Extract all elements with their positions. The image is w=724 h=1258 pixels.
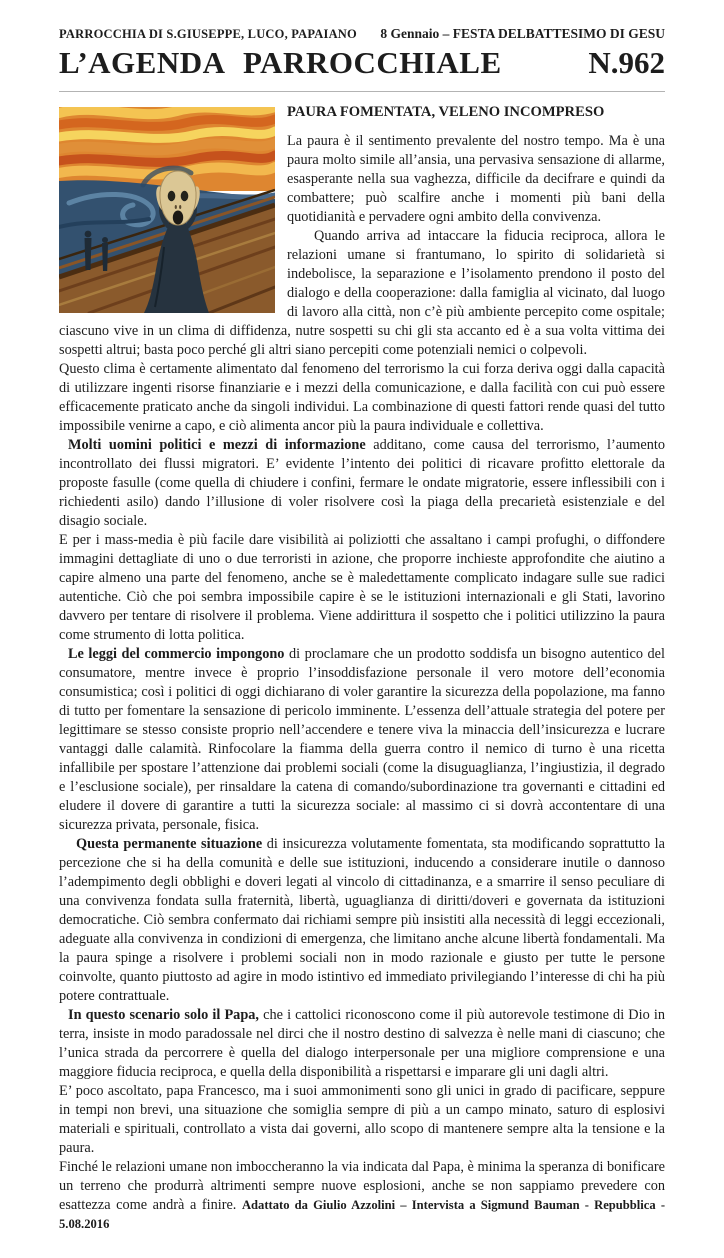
paragraph (59, 645, 665, 835)
paragraph-lead: In questo scenario solo il Papa, (68, 1007, 259, 1023)
paragraph-text: di proclamare che un prodotto soddisfa un bisogno autentico del consumatore, mentre invece è proprio l’insoddisfazione personale il vero motore dell’economia consumistica; così i politici di oggi dichiarano di voler garantire la sicurezza della popolazione, ma fanno di tutto per fomentare la sensazione di pericolo imminente. L’essenza dell’attuale strategia del potere per legittimare se stesso consiste proprio nell’accendere e tenere viva la minaccia dell’insicurezza e lucrare vantaggi dalle calamità. Rinfocolare la fiamma della guerra contro il nemico di turno è una ricetta infallibile per spostare l’attenzione dai problemi sociali (come la disuguaglianza, l’ingiustizia, il degrado e l’esclusione sociale), per rinsaldare la catena di comando/subordinazione tra governanti e cittadini ed eludere il dovere di garantire a tutti la sicurezza sociale: al massimo ci si dovrà accontentare di una sicurezza privata, personale, fisica. (59, 646, 665, 833)
scream-painting-image (59, 107, 275, 313)
attribution: Adattato da Giulio Azzolini – Intervista a Sigmund Bauman - Repubblica - 5.08.2016 (59, 1198, 666, 1231)
issue-number: N.962 (588, 45, 665, 80)
masthead (59, 26, 665, 42)
paragraph-text: E’ poco ascoltato, papa Francesco, ma i suoi ammonimenti sono gli unici in grado di pacificare, seppure in tempi non brevi, una situazione che somiglia sempre di più a un campo minato, saturo di esplosivi materiali e spirituali, controllato a vista dai governi, allo scopo di mantenere sempre alta la tensione e la paura. (59, 1083, 665, 1156)
paragraph-text: di insicurezza volutamente fomentata, sta modificando soprattutto la percezione che si ha della comunità e delle sue istituzioni, inducendo a considerare inutile o dannoso l’adempimento degli obblighi e doveri legati al vincolo di cittadinanza, e a smarrire il senso peculiare di una convivenza fondata sulla fraternità, libertà, uguaglianza di diritti/doveri e governata da istituzioni democratiche. Ciò sembra confermato dai richiami sempre più insistiti alla necessità di leggi eccezionali, adeguate alla convivenza in condizioni di emergenza, che limitano anche alcune libertà fondamentali. Ma la paura spinge a risolvere i problemi sociali non in modo razionale e giusto per tutte le persone coinvolte, quanto piuttosto ad agire in modo istintivo ed immediato privilegiando l’interesse di chi ha più potere contrattuale. (59, 836, 665, 1004)
divider (59, 91, 665, 92)
paragraph-text: additano, come causa del terrorismo, l’aumento incontrollato dei flussi migratori. E’ evidente l’intento dei politici di ricavare profitto elettorale da proposte fasulle (come quella di chiudere i confini, fermare le ondate migratorie, essere inflessibili con i richiedenti asilo) dando l’illusione di voler risolvere così la piaga della precarietà esistenziale e del disagio sociale. (59, 437, 665, 529)
paragraph-text: Finché le relazioni umane non imboccheranno la via indicata dal Papa, è minima la speranza di bonificare un terreno che produrrà altrimenti sempre nuove esplosioni, anche se non sappiamo prevedere con esattezza come andrà a finire. (59, 1159, 665, 1213)
paragraph (59, 1158, 665, 1234)
paragraph-lead: Molti uomini politici e mezzi di informazione (68, 437, 366, 453)
paragraph (59, 436, 665, 531)
page-title: L’AGENDA PARROCCHIALE (59, 45, 502, 80)
paragraph (59, 1006, 665, 1082)
paragraph-text: E per i mass-media è più facile dare visibilità ai poliziotti che assaltano i campi profughi, o diffondere immagini dettagliate di uno o due terroristi in azione, che proporre inchieste approfondite che aiutino a capire almeno una parte del fenomeno, anche se è maledettamente complicato indagare sulle sue radici autentiche. Ciò che poi sembra impossibile capire è se le istituzioni internazionali e gli Stati, lavorino davvero per tentare di risolvere il problema. Viene addirittura il sospetto che i politici utilizzino la paura come strumento di lotta politica. (59, 532, 665, 643)
paragraph-text: Quando arriva ad intaccare la fiducia reciproca, allora le relazioni umane si frantumano, lo spirito di solidarietà si indebolisce, la separazione e l’isolamento prendono il posto del dialogo e della cooperazione: dalla famiglia al vicinato, dal luogo di lavoro alla città, non c’è più ambiente percepito come ospitale; ciascuno vive in un clima di diffidenza, nutre sospetti su chi gli sta accanto ed è a sua volta vittima dei sospetti altrui; basta poco perché gli altri siano percepiti come potenziali nemici o colpevoli. (59, 228, 665, 358)
masthead-main (59, 45, 665, 81)
paragraph (59, 360, 665, 436)
paragraph (59, 1082, 665, 1158)
article-headline: PAURA FOMENTATA, VELENO INCOMPRESO (287, 104, 605, 120)
paragraph-lead: Questa permanente situazione (76, 836, 263, 852)
paragraph (59, 835, 665, 1006)
paragraph-lead: Le leggi del commercio impongono (68, 646, 285, 662)
parish-name: PARROCCHIA DI S.GIUSEPPE, LUCO, PAPAIANO (59, 27, 357, 41)
article-body (59, 104, 665, 1234)
paragraph-text: Questo clima è certamente alimentato dal fenomeno del terrorismo la cui forza deriva oggi dalla capacità di utilizzare ingenti risorse finanziarie e i mezzi della comunicazione, e dalla facilità con cui può essere efficacemente praticato anche da singoli individui. La combinazione di questi fattori rende quasi del tutto impossibile venirne a capo, e ciò alimenta ancor più la paura individuale e collettiva. (59, 361, 665, 434)
date-feast: 8 Gennaio – FESTA DELBATTESIMO DI GESU (380, 26, 665, 41)
paragraph-text: La paura è il sentimento prevalente del nostro tempo. Ma è una paura molto simile all’ansia, una pervasiva sensazione di allarme, esasperante nella sua vaghezza, difficile da decifrare e quindi da combattere; può scalfire anche i momenti più bani della quotidianità e pervadere ogni ambito della convivenza. (287, 133, 665, 225)
paragraph (59, 531, 665, 645)
paragraph-text: che i cattolici riconoscono come il più autorevole testimone di Dio in terra, insiste in modo paradossale nel dirci che il nostro destino di salvezza è nelle mani di ciascuno; che l’unica strada da percorrere è quella del dialogo interpersonale per una migliore comprensione e una maggiore fiducia reciproca, e quella della disponibilità a rispettarsi e imparare gli uni dagli altri. (59, 1007, 665, 1080)
